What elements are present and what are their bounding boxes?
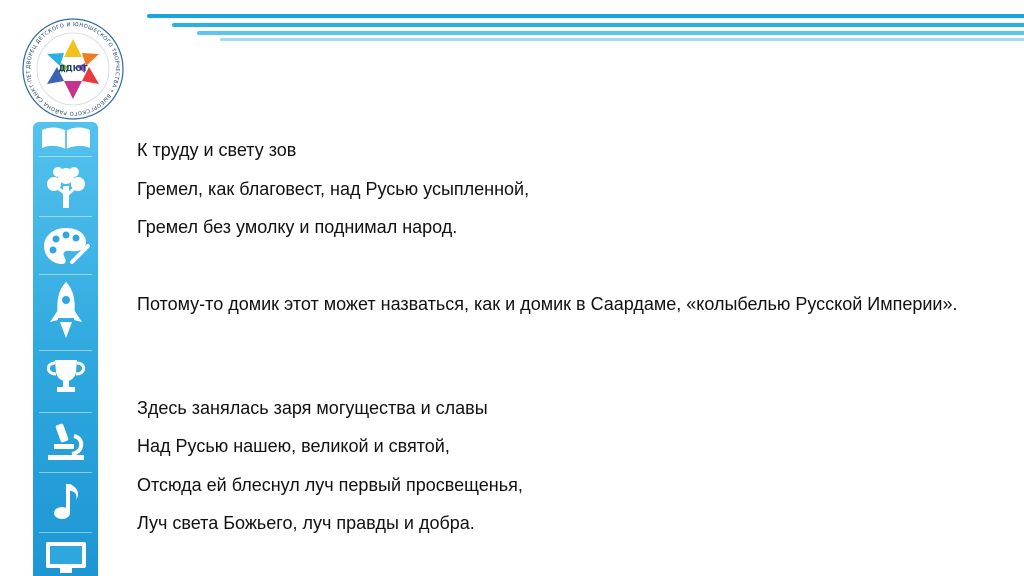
text-line: Луч света Божьего, луч правды и добра. (137, 513, 475, 533)
book-icon (33, 126, 98, 150)
header-stripe (197, 31, 1024, 35)
text-line: Отсюда ей блеснул луч первый просвещенья, (137, 475, 523, 495)
sidebar (33, 122, 98, 576)
svg-text:ДДЮТ: ДДЮТ (58, 64, 88, 73)
rocket-icon (33, 280, 98, 342)
text-line: Над Русью нашею, великой и святой, (137, 436, 450, 456)
sidebar-divider (39, 412, 92, 413)
header-stripe (172, 23, 1024, 27)
header-stripe (147, 14, 1024, 18)
music-note-icon (33, 482, 98, 522)
text-line: Гремел без умолку и поднимал народ. (137, 217, 458, 237)
header-stripe (220, 38, 1024, 41)
text-line: Здесь занялась заря могущества и славы (137, 398, 488, 418)
sidebar-divider (39, 216, 92, 217)
tree-icon (33, 164, 98, 210)
sidebar-divider (39, 350, 92, 351)
sidebar-divider (39, 274, 92, 275)
computer-icon (33, 540, 98, 574)
text-line: Гремел, как благовест, над Русью усыпленной, (137, 179, 530, 199)
prose-paragraph: Потому-то домик этот может назваться, как и домик в Саардаме, «колыбелью Русской Империи». (137, 294, 958, 314)
svg-text:ДВОРЕЦ ДЕТСКОГО И ЮНОШЕСКОГО Т: ДВОРЕЦ ДЕТСКОГО И ЮНОШЕСКОГО ТВОРЧЕСТВА • ВЫБОРГСКОГО РАЙОНА САНКТ-ПЕТ (25, 21, 121, 117)
microscope-icon (33, 422, 98, 462)
text-line: К труду и свету зов (137, 140, 297, 160)
ddut-logo (21, 17, 125, 121)
sidebar-divider (39, 156, 92, 157)
palette-icon (33, 226, 98, 266)
sidebar-divider (39, 472, 92, 473)
sidebar-divider (39, 532, 92, 533)
trophy-icon (33, 358, 98, 394)
